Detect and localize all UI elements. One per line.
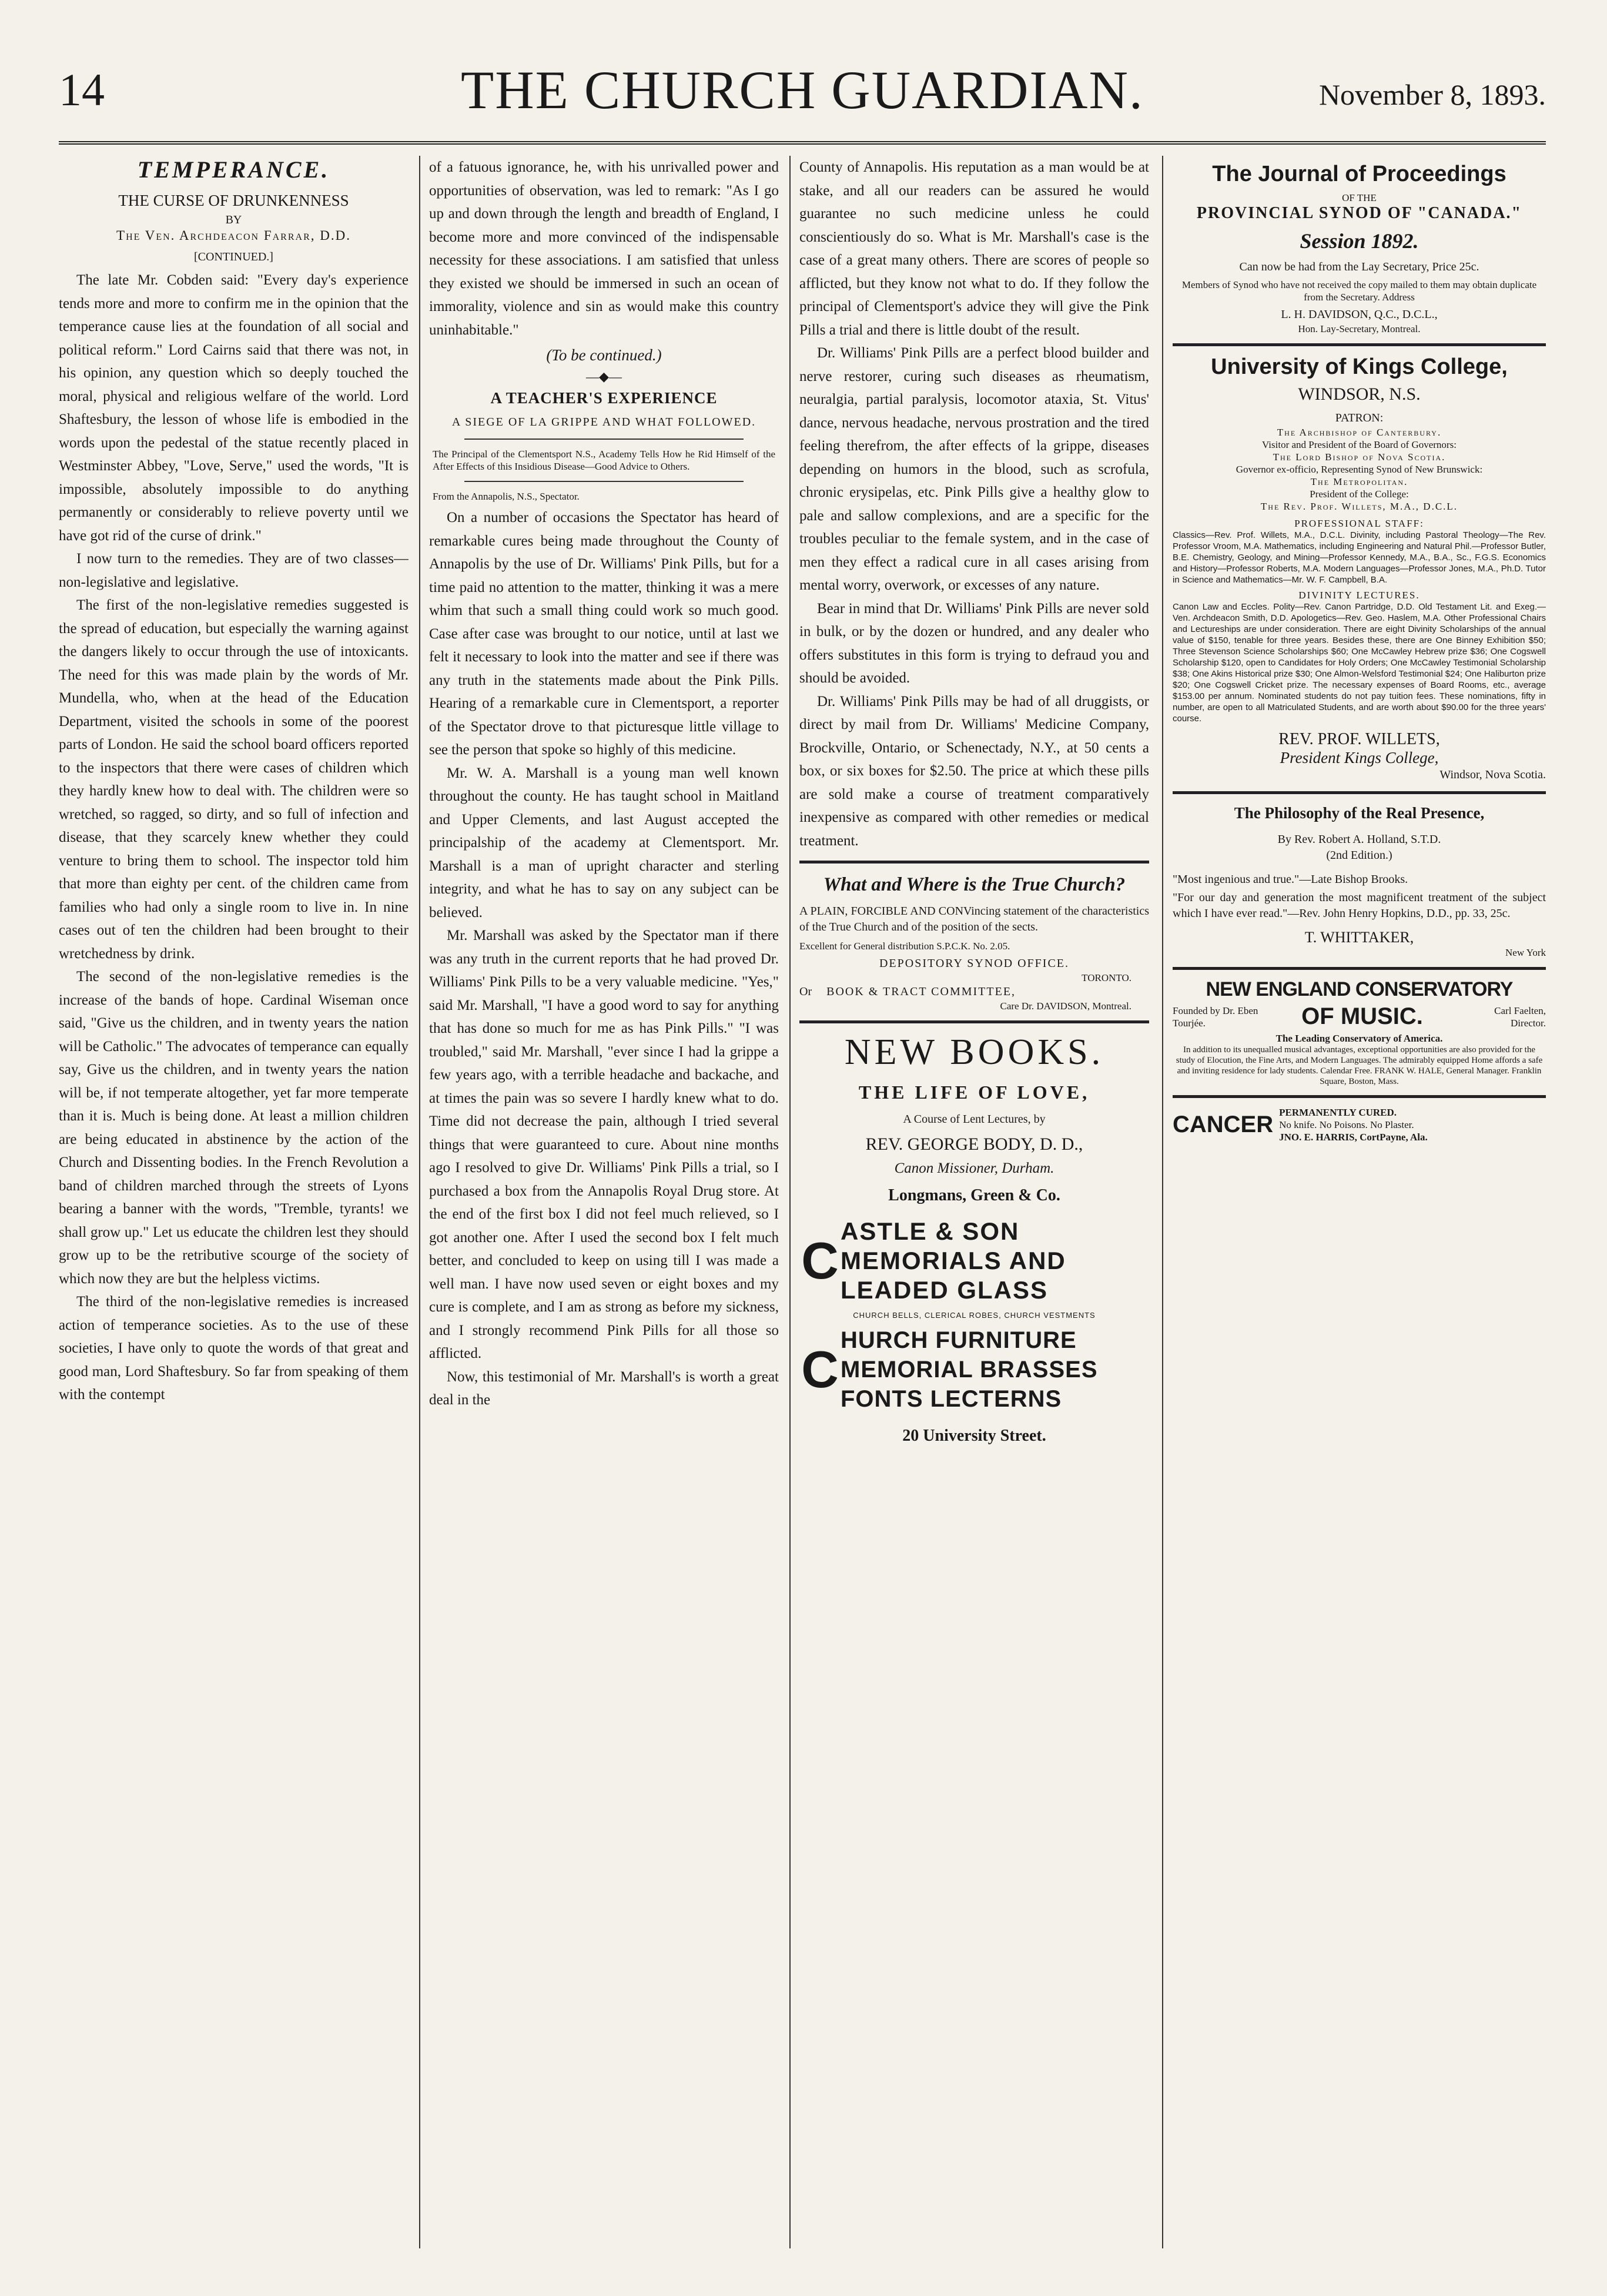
ad-line: FONTS LECTERNS: [841, 1386, 1062, 1412]
ad-lines: [841, 1217, 1066, 1305]
ad-staff-list: Classics—Rev. Prof. Willets, M.A., D.C.L. Divinity, including Pastoral Theology—The Rev. Professor Vroom, M.A. Mathematics, including Engineering and Natural Phil.—Professor Butler, B.E. Chemistry, Geology, and Mining—Professor Kennedy, M.A., B.A., Sc., F.G.S. Economics and History—Professor Roberts, M.A. Modern Languages—Professor Jones, M.A., Ph.D. Tutor in Science and Mathematics—Mr. W. F. Campbell, B.A.: [1173, 530, 1546, 585]
section-heading: TEMPERANCE.: [137, 156, 330, 183]
ad-place: WINDSOR, N.S.: [1298, 384, 1421, 404]
ad-founded: Founded by Dr. Eben Tourjée.: [1173, 1005, 1258, 1029]
ad-line: The Metropolitan.: [1310, 476, 1408, 487]
ad-author: By Rev. Robert A. Holland, S.T.D.: [1277, 833, 1441, 846]
ad-price: Excellent for General distribution S.P.C.K. No. 2.05.: [799, 941, 1010, 952]
ad-synod: PROVINCIAL SYNOD OF "CANADA.": [1196, 204, 1522, 222]
article-body: [429, 506, 779, 1412]
ad-block-1: [799, 1217, 1149, 1305]
newspaper-title: THE CHURCH GUARDIAN.: [461, 60, 1144, 120]
ad-author: REV. GEORGE BODY, D. D.,: [865, 1134, 1083, 1154]
article-continuation: [429, 156, 779, 342]
ad-address: [799, 984, 1149, 1000]
ad-journal-proceedings: [1173, 162, 1546, 335]
ad-title: The Philosophy of the Real Presence,: [1234, 804, 1485, 822]
paragraph: County of Annapolis. His reputation as a man would be at stake, and all our readers can be assured he would guarantee no such medicine unless he could conscientiously do so. What is Mr. Marshall's case is the case of a great many others. There are scores of people so afflicted, but they know not what to do. If they follow the principal of Clementsport's advice they will give the Pink Pills a trial and there is little doubt of the result.: [799, 159, 1149, 338]
ad-title: NEW BOOKS.: [844, 1032, 1104, 1072]
column-4: [1173, 156, 1546, 1143]
ad-line: MEMORIALS AND: [841, 1247, 1066, 1274]
to-be-continued: (To be continued.): [546, 346, 662, 364]
paragraph: of a fatuous ignorance, he, with his unrivalled power and opportunities of observation, was led to remark: "As I go up and down through the length and breadth of England, I become more and more convinced of the indispensable necessity for these associations. I am satisfied that unless they existed we should be immersed in such an ocean of immorality, violence and sin as would make this country uninhabitable.": [429, 159, 779, 338]
ad-line: The Lord Bishop of Nova Scotia.: [1273, 451, 1446, 463]
divider: [464, 439, 744, 440]
column-2: [429, 156, 779, 1414]
section-rule: [1173, 791, 1546, 794]
subheadline: A SIEGE OF LA GRIPPE AND WHAT FOLLOWED.: [451, 416, 756, 429]
page-number: 14: [59, 64, 105, 115]
ad-conservatory: [1173, 978, 1546, 1087]
section-rule: [1173, 967, 1546, 970]
ad-line: Governor ex-officio, Representing Synod of New Brunswick:: [1236, 464, 1483, 475]
ad-care: Care Dr. DAVIDSON, Montreal.: [1000, 1000, 1131, 1012]
ad-cancer-text: [1279, 1106, 1428, 1143]
column-rule: [419, 156, 420, 2248]
ad-title: University of Kings College,: [1211, 354, 1508, 379]
ad-staff-heading: PROFESSIONAL STAFF:: [1294, 518, 1424, 529]
ad-castle-son: [799, 1217, 1149, 1445]
section-rule: [799, 1020, 1149, 1023]
ad-line: MEMORIAL BRASSES: [841, 1357, 1098, 1383]
paragraph: Now, this testimonial of Mr. Marshall's is worth a great deal in the: [429, 1368, 779, 1408]
ad-line: LEADED GLASS: [841, 1276, 1049, 1304]
ad-or: Or: [799, 985, 812, 998]
column-rule: [1162, 156, 1163, 2248]
ornament-divider: —◆—: [586, 369, 622, 384]
ad-title: NEW ENGLAND CONSERVATORY: [1206, 978, 1513, 1000]
newspaper-page: [59, 53, 1546, 2263]
ad-body: In addition to its unequalled musical advantages, exceptional opportunities are also provided for the study of Elocution, the Fine Arts, and Modern Languages. The admirably equipped Home affords a safe and inviting residence for lady students. Calendar Free. FRANK W. HALE, General Manager. Franklin Square, Boston, Mass.: [1176, 1045, 1543, 1086]
ad-line: ASTLE & SON: [841, 1217, 1020, 1245]
column-1: [59, 156, 409, 1409]
ad-edition: (2nd Edition.): [1326, 849, 1392, 862]
ad-quote: "For our day and generation the most magnificent treatment of the subject which I have ever read."—Rev. John Henry Hopkins, D.D., pp. 33, 25c.: [1173, 891, 1546, 920]
ad-alt: BOOK & TRACT COMMITTEE,: [826, 985, 1016, 998]
ad-session: Session 1892.: [1300, 229, 1419, 253]
paragraph: Mr. W. A. Marshall is a young man well known throughout the county. He has taught school in Maitland and Upper Clements, and last August accepted the principalship of the academy at Clementsport. Mr. Marshall is a man of upright character and sterling integrity, and what he has to say on any subject can be believed.: [429, 765, 779, 921]
paragraph: Dr. Williams' Pink Pills may be had of all druggists, or direct by mail from Dr. Williams' Medicine Company, Brockville, Ontario, or Schenectady, N.Y., at 50 cents a box, or six boxes for $2.50. The price at which these pills are sold make a course of treatment comparatively inexpensive as compared with other remedies or medical treatment.: [799, 693, 1149, 849]
article-continuation: [799, 156, 1149, 852]
drop-letter: C: [801, 1231, 839, 1290]
divider: [464, 481, 744, 482]
ad-divinity-heading: DIVINITY LECTURES.: [1298, 590, 1420, 601]
ad-kings-college: [1173, 354, 1546, 783]
ad-signature: Windsor, Nova Scotia.: [1439, 768, 1546, 781]
ad-body: Members of Synod who have not received the copy mailed to them may obtain duplicate from the Secretary. Address: [1181, 279, 1537, 303]
column-rule: [789, 156, 791, 2248]
ad-line: The Archbishop of Canterbury.: [1277, 427, 1442, 438]
ad-quote: "Most ingenious and true."—Late Bishop Brooks.: [1173, 873, 1408, 886]
ad-signature: President Kings College,: [1280, 749, 1439, 767]
paragraph: The second of the non-legislative remedies is the increase of the bands of hope. Cardinal Wiseman once said, "Give us the children, and in twenty years the nation will be Catholic." The advocates of temperance can equally say, Give us the children, and in twenty years the nation will be, if not temperate altogether, yet far more temperate than it is. Much is being done. At least a million children are being educated in abstinence by the action of the Church and Dissenting bodies. In the French Revolution a band of children marched through the streets of Lyons bearing a banner with the words, "Tremble, tyrants! we shall grow up." Let us educate the children lest they should grow up to be the retributive scourge of the society of which now they are but the helpless victims.: [59, 969, 409, 1287]
ad-title: What and Where is the True Church?: [823, 874, 1126, 895]
paragraph: On a number of occasions the Spectator has heard of remarkable cures being made throughout the County of Annapolis by the use of Dr. Williams' Pink Pills, but for a time paid no attention to the matter, thinking it was a mere whim that such a small thing could work so much good. Case after case was brought to our notice, until at last we felt it necessary to look into the matter and see if there was any truth in the statements made about the Pink Pills. Hearing of a remarkable cure in Clementsport, a reporter of the Spectator drove to that picturesque little village to see the person that spoke so highly of this medicine.: [429, 510, 779, 758]
paragraph: Bear in mind that Dr. Williams' Pink Pills are never sold in bulk, or by the dozen or hundred, and any dealer who offers substitutes in this form is trying to defraud you and should be avoided.: [799, 600, 1149, 686]
section-rule: [799, 861, 1149, 863]
ad-line: PERMANENTLY CURED.: [1279, 1107, 1397, 1118]
deck: The Principal of the Clementsport N.S., Academy Tells How he Rid Himself of the After Effects of this Insidious Disease—Good Advice to Others.: [433, 449, 775, 472]
ad-line: Visitor and President of the Board of Governors:: [1262, 439, 1457, 450]
headline: A TEACHER'S EXPERIENCE: [490, 389, 718, 407]
byline-by: BY: [225, 213, 242, 226]
ad-real-presence: [1173, 802, 1546, 959]
issue-date: November 8, 1893.: [1318, 78, 1546, 111]
paragraph: Mr. Marshall was asked by the Spectator man if there was any truth in the current reports that he had proved Dr. Williams' Pink Pills to be a very valuable medicine. "Yes," said Mr. Marshall, "I have a good word to say for anything that has done so much for me as has Pink Pills." "I was troubled," said Mr. Marshall, "ever since I had la grippe a few years ago, with a terrible headache and backache, and at times the pain was so severe I hardly knew what to do. Time did not decrease the pain, although I tried several things that were guaranteed to cure. About nine months ago I resolved to give Dr. Williams' Pink Pills a trial, so I purchased a box from the Annapolis Royal Drug store. At the end of the first box I did not feel much relieved, so I got another one. After I used the second box I felt much better, and concluded to keep on using till I was made a well man. I have now used seven or eight boxes and my cure is complete, and I am as strong as before my sickness, and I strongly recommend Pink Pills for all those so afflicted.: [429, 928, 779, 1361]
ad-new-books: [799, 1032, 1149, 1205]
ad-subline: CHURCH BELLS, CLERICAL ROBES, CHURCH VESTMENTS: [853, 1311, 1096, 1320]
ad-lead: The Leading Conservatory of America.: [1275, 1033, 1443, 1044]
ad-signature: REV. PROF. WILLETS,: [1278, 730, 1440, 748]
masthead: [59, 53, 1546, 145]
ad-book-title: THE LIFE OF LOVE,: [858, 1082, 1090, 1103]
ad-title: The Journal of Proceedings: [1212, 162, 1506, 186]
section-rule: [1173, 1095, 1546, 1098]
ad-city: TORONTO.: [1082, 972, 1131, 983]
paragraph: The first of the non-legislative remedies suggested is the spread of education, but especially the warning against the dangers likely to occur through the use of intoxicants. The need for this was made plain by the words of Mr. Mundella, who, when at the head of the Education Department, visited the schools in some of the poorest parts of London. He said the school board officers reported to the inspectors that there were cases of children which they hardly knew how to deal with. The children were so wretched, so ragged, so dirty, and so full of infection and disease, that they scarcely knew whether they could venture to bring them to school. The inspector told him that more than eighty per cent. of the children came from families who had only a single room to live in. In nine cases out of ten the children had been brought to their wretchedness by drink.: [59, 597, 409, 962]
ad-address: L. H. DAVIDSON, Q.C., D.C.L.,: [1281, 308, 1438, 321]
continued-note: [CONTINUED.]: [194, 250, 273, 263]
ad-line: JNO. E. HARRIS, CortPayne, Ala.: [1279, 1132, 1428, 1143]
ad-city: New York: [1505, 947, 1546, 958]
ad-address: 20 University Street.: [902, 1427, 1046, 1445]
drop-letter: C: [801, 1340, 839, 1398]
paragraph: Dr. Williams' Pink Pills are a perfect blood builder and nerve restorer, curing such diseases as rheumatism, neuralgia, partial paralysis, locomotor ataxia, St. Vitus' dance, nervous headache, nervous prostration and the tired feeling therefrom, the after effects of la grippe, diseases depending on humors in the blood, such as scrofula, chronic erysipelas, etc. Pink Pills give a healthy glow to pale and sallow complexions, and are a specific for the troubles peculiar to the female system, and in the case of men they effect a radical cure in all cases arising from mental worry, overwork, or excesses of any nature.: [799, 345, 1149, 593]
ad-of: OF THE: [1342, 192, 1377, 203]
ad-founder-row: [1173, 1003, 1546, 1030]
article-body: [59, 269, 409, 1407]
source-line: From the Annapolis, N.S., Spectator.: [433, 491, 580, 502]
ad-music: OF MUSIC.: [1301, 1003, 1423, 1029]
ad-line: No knife. No Poisons. No Plaster.: [1279, 1119, 1414, 1130]
column-3: [799, 156, 1149, 1451]
ad-cancer: [1173, 1106, 1546, 1143]
ad-true-church: [799, 872, 1149, 1012]
article-title: THE CURSE OF DRUNKENNESS: [118, 192, 349, 209]
ad-line: The Rev. Prof. Willets, M.A., D.C.L.: [1260, 501, 1458, 512]
ad-director: Carl Faelten, Director.: [1494, 1005, 1546, 1029]
paragraph: The third of the non-legislative remedies is increased action of temperance societies. As to the use of these societies, I have only to quote the words of that great and good man, Lord Shaftesbury. So far from speaking of them with the contempt: [59, 1294, 409, 1403]
ad-line: President of the College:: [1310, 488, 1409, 500]
ad-publisher: T. WHITTAKER,: [1304, 929, 1414, 946]
ad-office: DEPOSITORY SYNOD OFFICE.: [879, 957, 1070, 970]
paragraph: The late Mr. Cobden said: "Every day's experience tends more and more to confirm me in the opinion that the temperance cause lies at the foundation of all social and political reform." Lord Cairns said that there was not, in his opinion, any question which so deeply touched the moral, physical and religious welfare of the world. Lord Shaftesbury, the lesson of whose life is embodied in the words upon the pedestal of the statue recently placed in Westminster Abbey, "Love, Serve," used the words, "It is impossible, absolutely impossible to do anything permanently or considerably to relieve poverty until we have got rid of the curse of drink.": [59, 272, 409, 544]
ad-body: A PLAIN, FORCIBLE AND CONVincing statement of the characteristics of the True Church and of the position of the sects.: [799, 905, 1149, 933]
ad-body: Can now be had from the Lay Secretary, Price 25c.: [1239, 260, 1479, 273]
ad-address: Hon. Lay-Secretary, Montreal.: [1298, 323, 1421, 334]
section-rule: [1173, 343, 1546, 346]
ad-role: Canon Missioner, Durham.: [894, 1160, 1054, 1176]
ad-patron: PATRON:: [1335, 411, 1384, 424]
paragraph: I now turn to the remedies. They are of two classes—non-legislative and legislative.: [59, 551, 409, 590]
ad-divinity-list: Canon Law and Eccles. Polity—Rev. Canon Partridge, D.D. Old Testament Lit. and Exeg.—Ven. Archdeacon Smith, D.D. Apologetics—Rev. Geo. Haslem, M.A. Other Professional Chairs and Lectureships are under consideration. There are eight Divinity Scholarships of the annual value of $150, tenable for three years. Besides these, there are One Binney Exhibition $50; Three Stevenson Science Scholarships $60; One McCawley Hebrew prize $36; One Cogswell Scholarship $120, open to Candidates for Holy Orders; One McCawley Testimonial Scholarship $38; One Akins Historical prize $30; One Almon-Welsford Testimonial $24; One Haliburton prize $20; One Cogswell Cricket prize. The necessary expenses of Board Rooms, etc., average $153.00 per annum. Nominated students do not pay tuition fees. These nominations, fifty in number, are open to all Matriculated Students, and are worth about $90.00 for the three years' course.: [1173, 602, 1546, 724]
author: The Ven. Archdeacon Farrar, D.D.: [116, 228, 351, 243]
ad-lines: [841, 1326, 1098, 1414]
ad-line: HURCH FURNITURE: [841, 1327, 1077, 1353]
ad-block-2: [799, 1326, 1149, 1414]
ad-cancer-title: CANCER: [1173, 1112, 1274, 1137]
ad-publisher: Longmans, Green & Co.: [888, 1186, 1060, 1204]
ad-desc: A Course of Lent Lectures, by: [903, 1113, 1046, 1126]
